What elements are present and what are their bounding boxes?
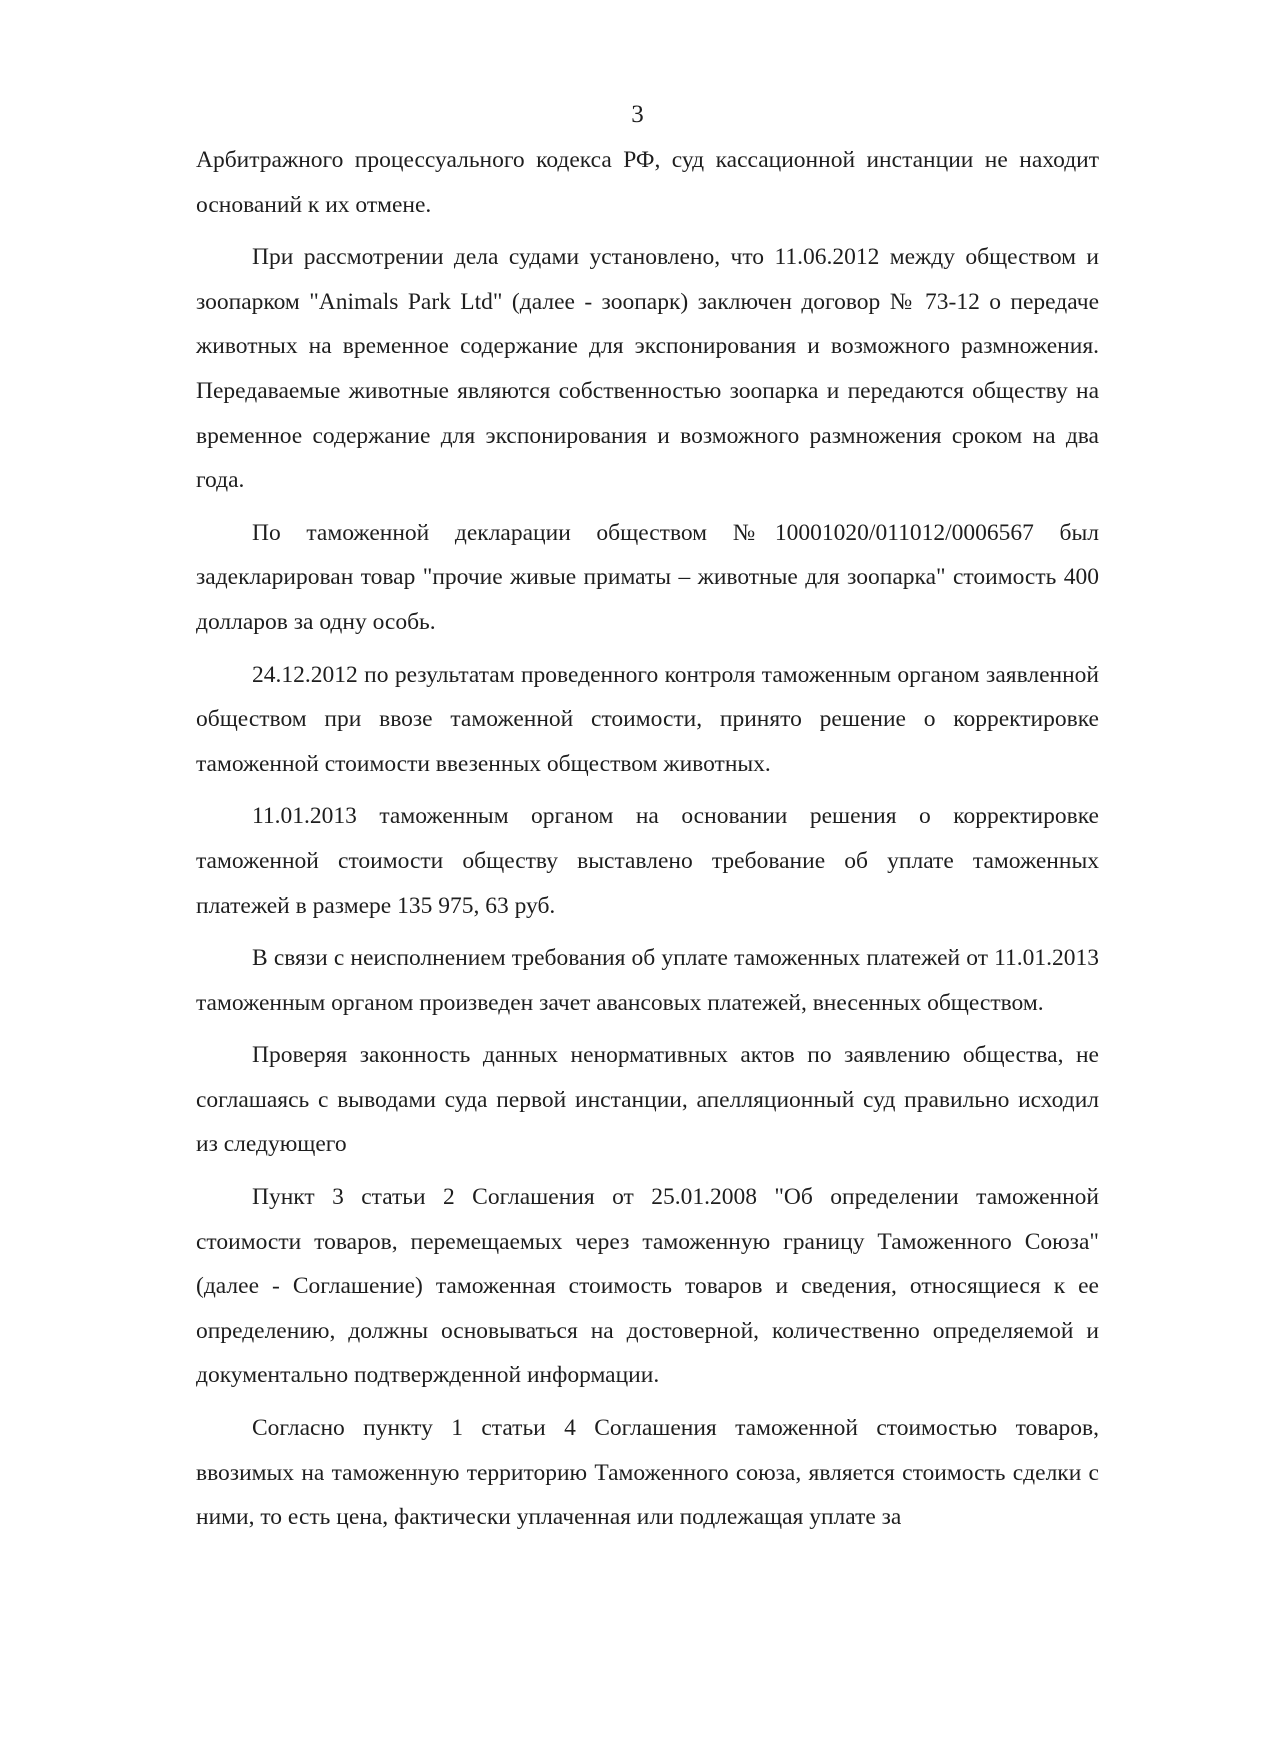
paragraph-value-correction: 24.12.2012 по результатам проведенного контроля таможенным органом заявленной обществом при ввозе таможенной стоимости, принято решение о корректировке таможенной стоимости ввезенных обществом животных. bbox=[196, 661, 1099, 777]
paragraph-continuation: Арбитражного процессуального кодекса РФ, суд кассационной инстанции не находит оснований к их отмене. bbox=[196, 147, 1099, 218]
paragraph-payment-demand: 11.01.2013 таможенным органом на основании решения о корректировке таможенной стоимости обществу выставлено требование об уплате таможенных платежей в размере 135 975, 63 руб. bbox=[196, 803, 1099, 919]
paragraph-contract: При рассмотрении дела судами установлено, что 11.06.2012 между обществом и зоопарком "Animals Park Ltd" (далее - зоопарк) заключен договор № 73-12 о передаче животных на временное содержание для экспонирования и возможного размножения. Передаваемые животные являются собственностью зоопарка и передаются обществу на временное содержание для экспонирования и возможного размножения сроком на два года. bbox=[196, 244, 1099, 494]
paragraph-offset: В связи с неисполнением требования об уплате таможенных платежей от 11.01.2013 таможенным органом произведен зачет авансовых платежей, внесенных обществом. bbox=[196, 945, 1099, 1016]
document-body bbox=[196, 138, 1099, 1540]
paragraph-agreement-clause: Пункт 3 статьи 2 Соглашения от 25.01.2008 "Об определении таможенной стоимости товаров, перемещаемых через таможенную границу Таможенного Союза" (далее - Соглашение) таможенная стоимость товаров и сведения, относящиеся к ее определению, должны основываться на достоверной, количественно определяемой и документально подтвержденной информации. bbox=[196, 1184, 1099, 1389]
paragraph-appeal-review: Проверяя законность данных ненормативных актов по заявлению общества, не соглашаясь с выводами суда первой инстанции, апелляционный суд правильно исходил из следующего bbox=[196, 1042, 1099, 1158]
paragraph-transaction-value: Согласно пункту 1 статьи 4 Соглашения таможенной стоимостью товаров, ввозимых на таможенную территорию Таможенного союза, является стоимость сделки с ними, то есть цена, фактически уплаченная или подлежащая уплате за bbox=[196, 1415, 1099, 1531]
paragraph-declaration: По таможенной декларации обществом №10001020/011012/0006567 был задекларирован товар "прочие живые приматы – животные для зоопарка" стоимость 400 долларов за одну особь. bbox=[196, 519, 1099, 635]
page-number: 3 bbox=[631, 101, 644, 128]
